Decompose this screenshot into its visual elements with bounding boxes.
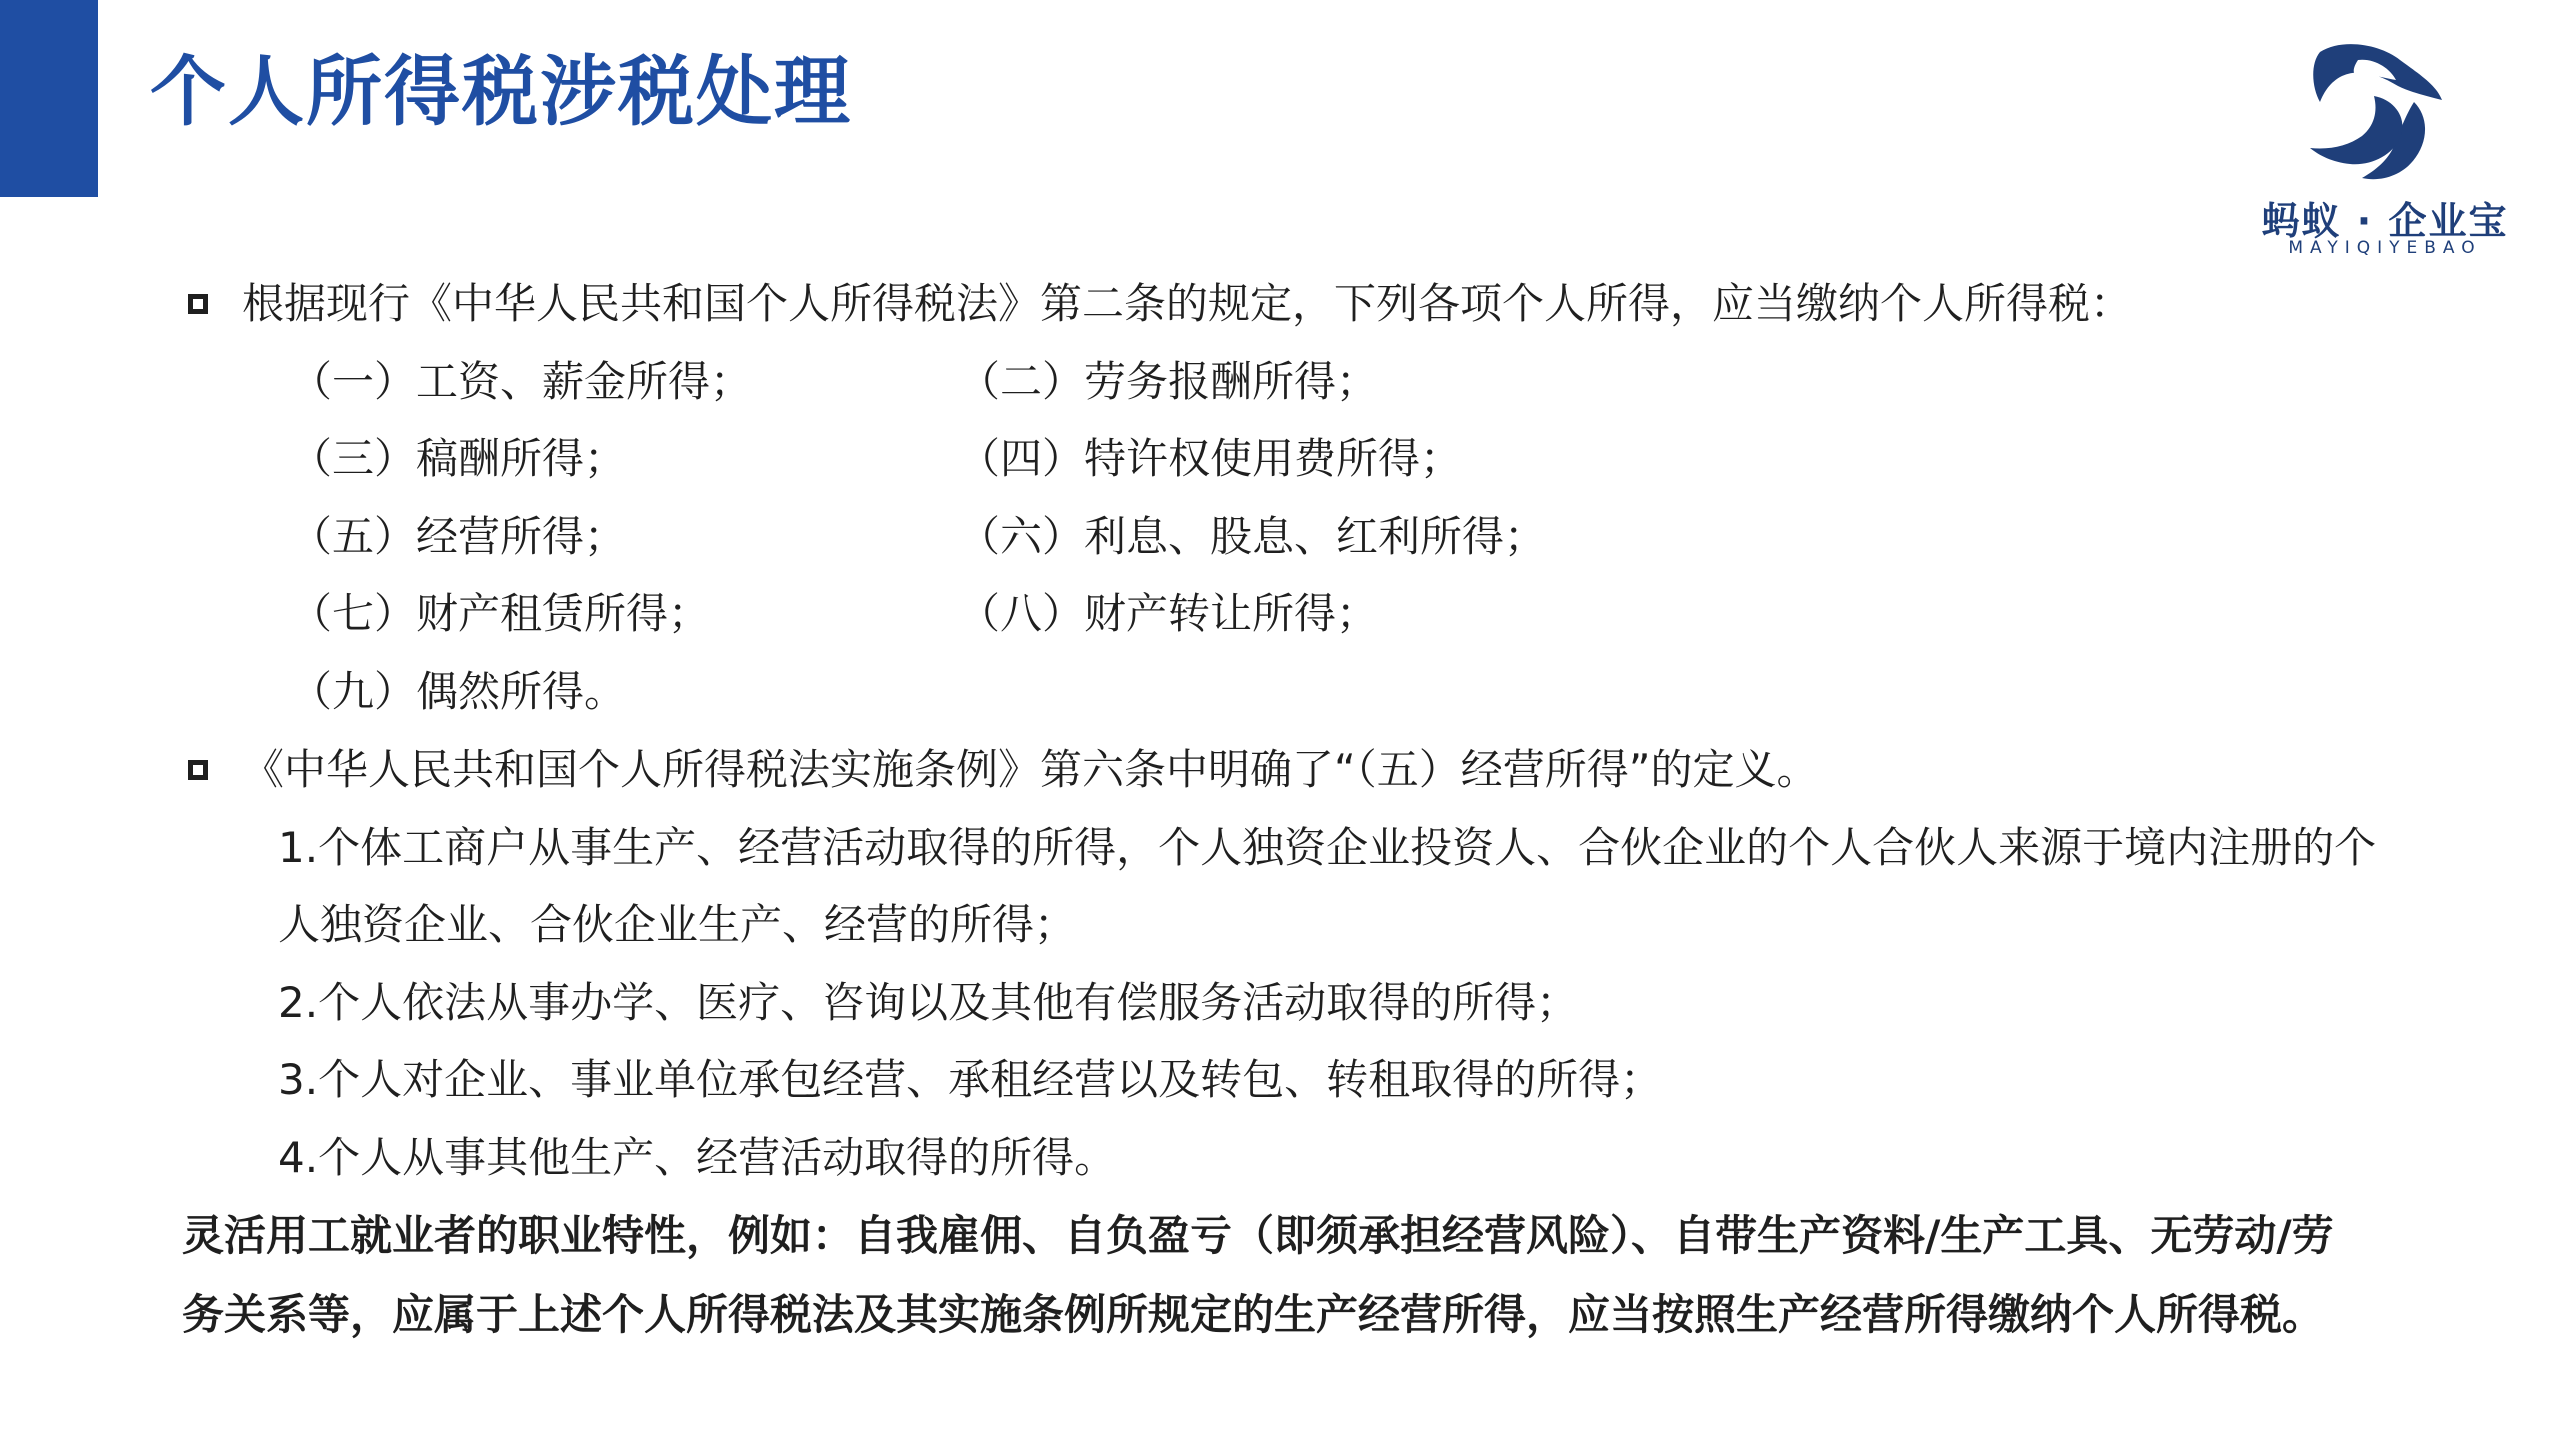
square-bullet-icon [188,760,208,780]
page-title: 个人所得税涉税处理 [150,47,852,136]
list-item: 1.个体工商户从事生产、经营活动取得的所得，个人独资企业投资人、合伙企业的个人合伙人来源于境内注册的个 [278,823,2377,872]
section1-intro: 根据现行《中华人民共和国个人所得税法》第二条的规定，下列各项个人所得，应当缴纳个人所得税： [242,279,2133,328]
list-item: 3.个人对企业、事业单位承包经营、承租经营以及转包、转租取得的所得； [278,1055,1663,1104]
list-item: 2.个人依法从事办学、医疗、咨询以及其他有偿服务活动取得的所得； [278,978,1579,1027]
list-item: 4.个人从事其他生产、经营活动取得的所得。 [278,1133,1117,1182]
list-item: （七）财产租赁所得； [290,589,711,638]
list-item: （八）财产转让所得； [958,589,1379,638]
conclusion-text: 务关系等，应属于上述个人所得税法及其实施条例所规定的生产经营所得，应当按照生产经营所得缴纳个人所得税。 [182,1290,2325,1339]
list-item: （二）劳务报酬所得； [958,357,1379,406]
list-item: （九）偶然所得。 [290,667,627,716]
list-item: （一）工资、薪金所得； [290,357,753,406]
list-item: （四）特许权使用费所得； [958,434,1463,483]
list-item: （五）经营所得； [290,512,627,561]
list-item: （三）稿酬所得； [290,434,627,483]
brand-subtitle: MAYIQIYEBAO [2288,238,2482,258]
list-item: （六）利息、股息、红利所得； [958,512,1547,561]
list-item: 人独资企业、合伙企业生产、经营的所得； [278,900,1077,949]
brand-name: 蚂蚁 · 企业宝 [2261,199,2509,243]
conclusion-text: 灵活用工就业者的职业特性，例如：自我雇佣、自负盈亏（即须承担经营风险）、自带生产资料/生产工具、无劳动/劳 [182,1211,2334,1260]
section2-intro: 《中华人民共和国个人所得税法实施条例》第六条中明确了“（五）经营所得”的定义。 [242,745,1819,794]
square-bullet-icon [188,294,208,314]
